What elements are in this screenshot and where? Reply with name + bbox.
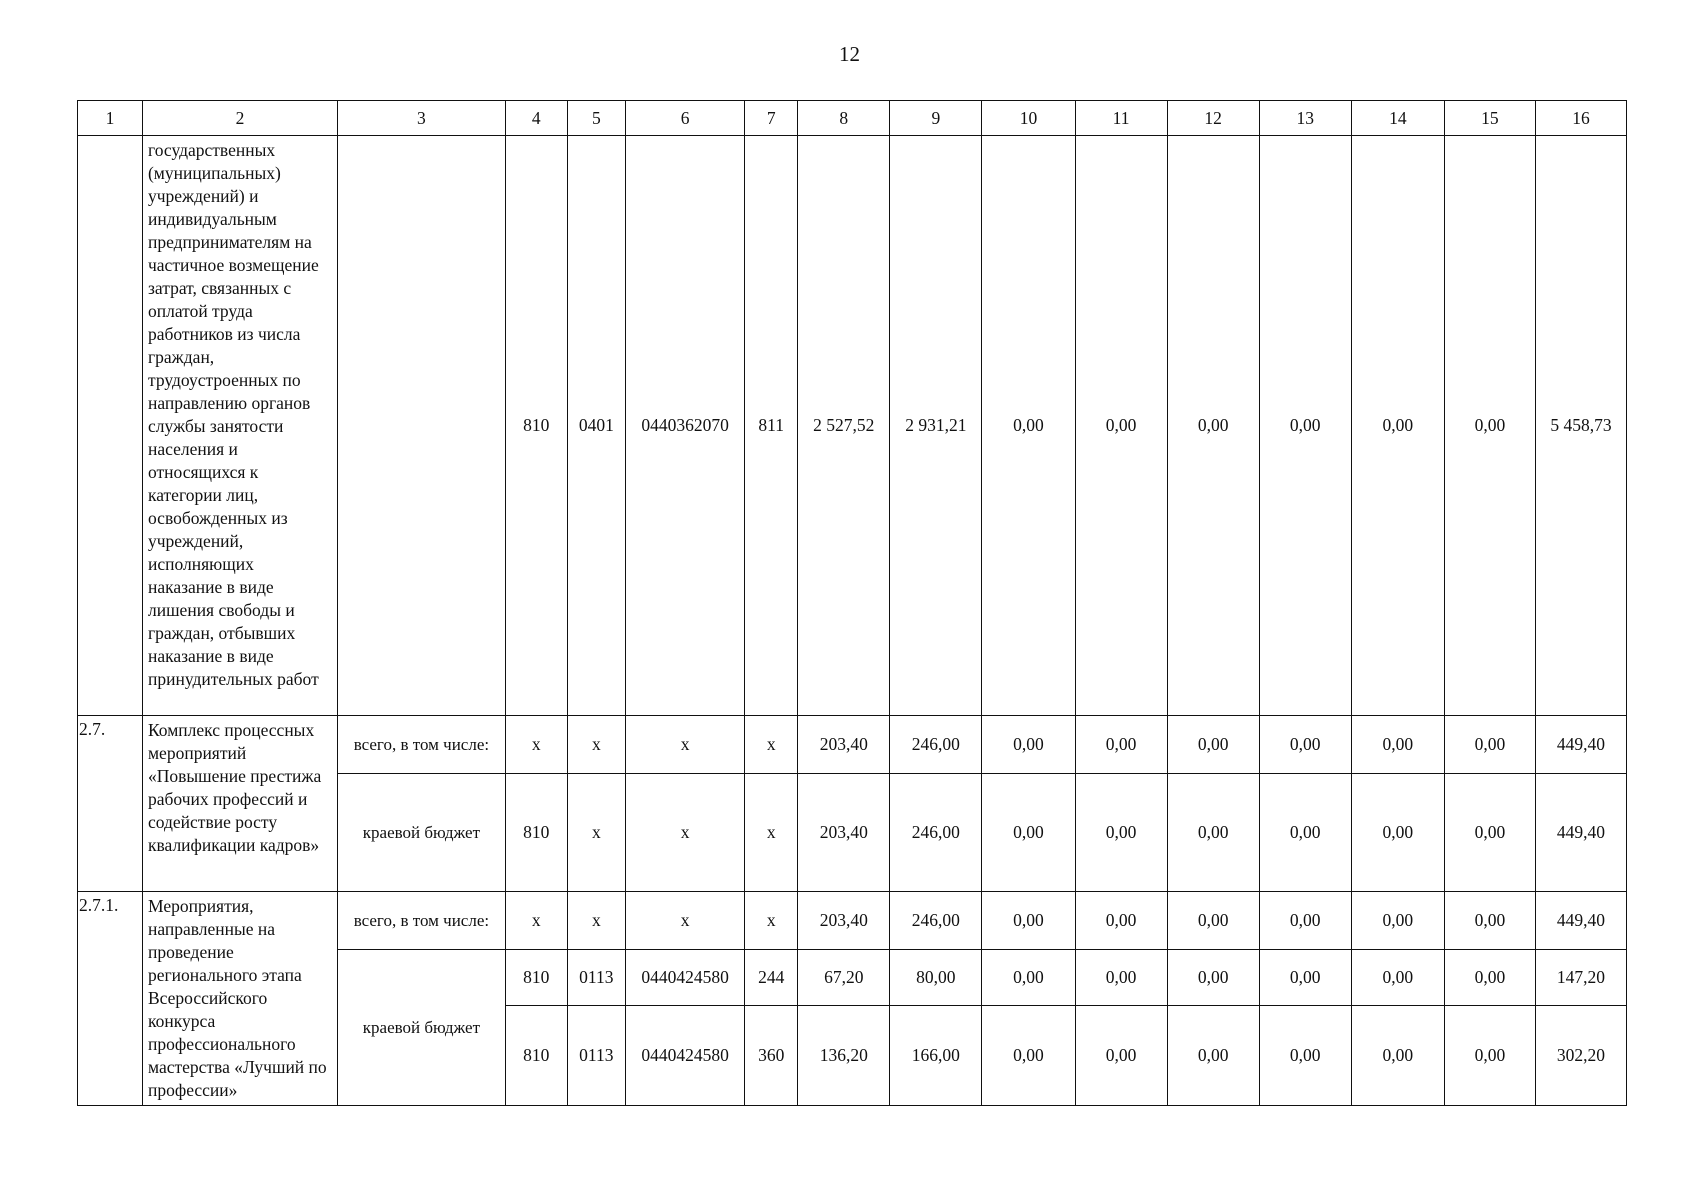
column-header: 12 [1167, 101, 1259, 136]
table-cell: 0,00 [1167, 716, 1259, 774]
table-row [78, 716, 1627, 774]
table-cell: 0,00 [1351, 774, 1444, 892]
column-header: 13 [1259, 101, 1351, 136]
table-cell: 0113 [567, 950, 625, 1006]
table-cell: 0,00 [1167, 892, 1259, 950]
table-cell: 246,00 [890, 774, 982, 892]
table-cell: х [505, 892, 567, 950]
table-cell: 0,00 [1167, 774, 1259, 892]
table-cell: 0,00 [982, 716, 1075, 774]
table-cell: 203,40 [798, 774, 890, 892]
column-header: 10 [982, 101, 1075, 136]
row-id: 2.7. [78, 716, 143, 892]
column-header: 5 [567, 101, 625, 136]
table-cell: 0,00 [982, 1006, 1075, 1106]
row-description: государственных (муниципальных) учреждений) и индивидуальным предпринимателям на частичное возмещение затрат, связанных с оплатой труда работников из числа граждан, трудоустроенных по направлению органов службы занятости населения и относящихся к категории лиц, освобожденных из учреждений, исполняющих наказание в виде лишения свободы и граждан, отбывших наказание в виде принудительных работ [142, 136, 337, 716]
page-number: 12 [839, 42, 860, 66]
table-cell: 0440424580 [626, 950, 745, 1006]
table-cell: 0,00 [1075, 716, 1167, 774]
table-cell: 0,00 [1259, 950, 1351, 1006]
table-cell: 0,00 [1444, 1006, 1535, 1106]
column-header: 14 [1351, 101, 1444, 136]
table-cell: 302,20 [1535, 1006, 1626, 1106]
table-cell: 244 [745, 950, 798, 1006]
table-cell: 360 [745, 1006, 798, 1106]
column-header: 6 [626, 101, 745, 136]
table-cell: 136,20 [798, 1006, 890, 1106]
table-cell: 0,00 [982, 774, 1075, 892]
table-cell: 0440424580 [626, 1006, 745, 1106]
table-cell: 0,00 [982, 950, 1075, 1006]
column-header: 16 [1535, 101, 1626, 136]
table-cell: 0,00 [1351, 136, 1444, 716]
table-cell: 2 931,21 [890, 136, 982, 716]
table-cell: 0,00 [1259, 1006, 1351, 1106]
row-id: 2.7.1. [78, 892, 143, 1106]
table-row [78, 892, 1627, 950]
table-row [78, 136, 1627, 716]
table-header-row [78, 101, 1627, 136]
table-cell: 2 527,52 [798, 136, 890, 716]
table-cell: х [626, 716, 745, 774]
column-header: 7 [745, 101, 798, 136]
table-cell: 0,00 [1167, 950, 1259, 1006]
table-cell: 0,00 [1259, 892, 1351, 950]
row-description: Комплекс процессных мероприятий «Повышение престижа рабочих профессий и содействие росту квалификации кадров» [142, 716, 337, 892]
table-cell: 449,40 [1535, 892, 1626, 950]
column-header: 15 [1444, 101, 1535, 136]
table-cell: 0,00 [1167, 1006, 1259, 1106]
table-cell: 5 458,73 [1535, 136, 1626, 716]
table-cell: 0,00 [1351, 716, 1444, 774]
table-cell: 0,00 [1075, 774, 1167, 892]
table-cell: 0,00 [1167, 136, 1259, 716]
table-cell: 147,20 [1535, 950, 1626, 1006]
table-cell: 0,00 [1075, 136, 1167, 716]
table-cell: 203,40 [798, 892, 890, 950]
table-cell: х [745, 774, 798, 892]
row-id-cell [78, 136, 143, 716]
source-label: краевой бюджет [337, 774, 505, 892]
table-cell: х [745, 716, 798, 774]
table-cell: 80,00 [890, 950, 982, 1006]
column-header: 11 [1075, 101, 1167, 136]
table-cell: х [745, 892, 798, 950]
table-cell: 0401 [567, 136, 625, 716]
table-cell: 0,00 [1075, 950, 1167, 1006]
table-cell: 449,40 [1535, 774, 1626, 892]
table-cell: 0113 [567, 1006, 625, 1106]
table-cell: 0,00 [982, 892, 1075, 950]
table-cell: 246,00 [890, 892, 982, 950]
table-cell: 246,00 [890, 716, 982, 774]
row-description: Мероприятия, направленные на проведение регионального этапа Всероссийского конкурса профессионального мастерства «Лучший по профессии» [142, 892, 337, 1106]
table-cell: 811 [745, 136, 798, 716]
table-cell: 0,00 [1351, 892, 1444, 950]
column-header: 1 [78, 101, 143, 136]
budget-table [77, 100, 1627, 1106]
table-cell: 449,40 [1535, 716, 1626, 774]
total-label: всего, в том числе: [337, 716, 505, 774]
column-header: 2 [142, 101, 337, 136]
total-label: всего, в том числе: [337, 892, 505, 950]
table-cell: 0,00 [1351, 950, 1444, 1006]
table-cell: 0,00 [1075, 1006, 1167, 1106]
table-cell: 67,20 [798, 950, 890, 1006]
table-cell: 0,00 [1444, 774, 1535, 892]
table-cell: 0440362070 [626, 136, 745, 716]
table-cell: 203,40 [798, 716, 890, 774]
column-header: 4 [505, 101, 567, 136]
column-header: 3 [337, 101, 505, 136]
source-cell [337, 136, 505, 716]
table-cell: х [626, 774, 745, 892]
table-cell: 0,00 [982, 136, 1075, 716]
table-cell: 0,00 [1259, 774, 1351, 892]
table-cell: х [567, 716, 625, 774]
column-header: 8 [798, 101, 890, 136]
table-cell: 810 [505, 1006, 567, 1106]
table-cell: 810 [505, 774, 567, 892]
table-cell: х [505, 716, 567, 774]
table-cell: 0,00 [1444, 136, 1535, 716]
table-cell: 0,00 [1259, 136, 1351, 716]
table-cell: х [626, 892, 745, 950]
table-cell: 0,00 [1444, 892, 1535, 950]
table-cell: 0,00 [1075, 892, 1167, 950]
table-cell: 166,00 [890, 1006, 982, 1106]
table-cell: 810 [505, 950, 567, 1006]
table-cell: х [567, 774, 625, 892]
column-header: 9 [890, 101, 982, 136]
table-cell: 0,00 [1444, 716, 1535, 774]
table-cell: х [567, 892, 625, 950]
table-cell: 810 [505, 136, 567, 716]
table-cell: 0,00 [1444, 950, 1535, 1006]
table-cell: 0,00 [1351, 1006, 1444, 1106]
table-cell: 0,00 [1259, 716, 1351, 774]
source-label: краевой бюджет [337, 950, 505, 1106]
